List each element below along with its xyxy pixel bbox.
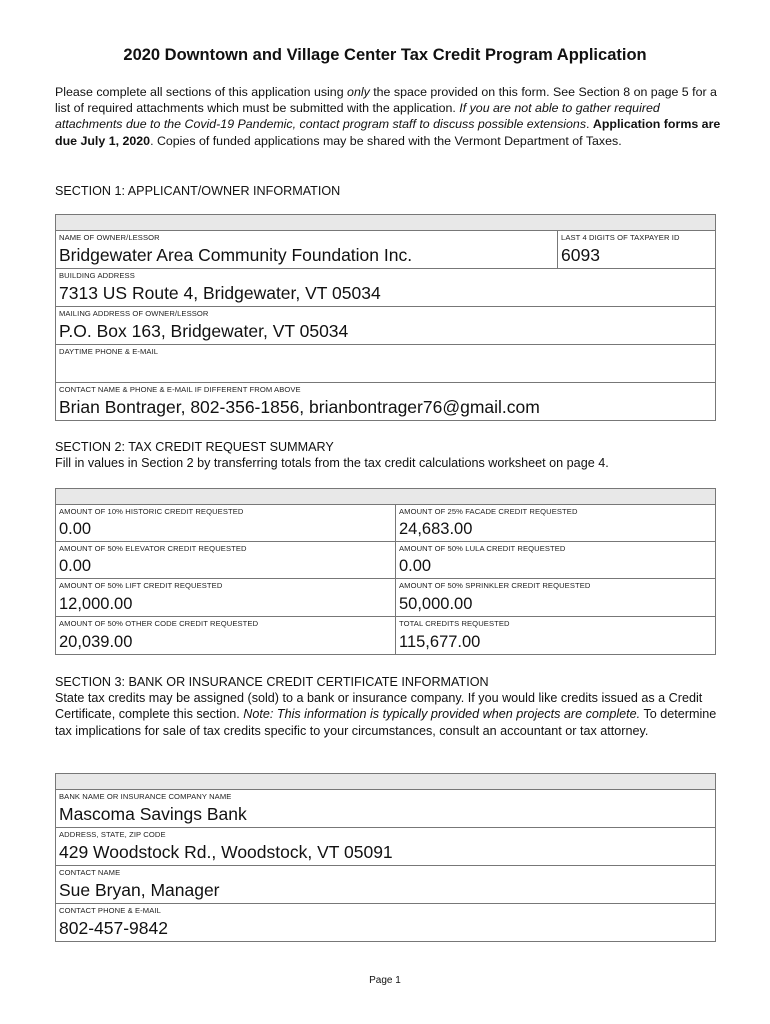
other-code-credit-field[interactable]: [55, 616, 396, 655]
sprinkler-credit-value: 50,000.00: [399, 595, 473, 613]
elevator-credit-label: AMOUNT OF 50% ELEVATOR CREDIT REQUESTED: [59, 544, 247, 553]
taxpayer-id-value: 6093: [561, 245, 600, 265]
elevator-credit-field[interactable]: [55, 541, 396, 579]
section2-header-bar: [55, 488, 716, 505]
sprinkler-credit-label: AMOUNT OF 50% SPRINKLER CREDIT REQUESTED: [399, 581, 591, 590]
owner-name-value: Bridgewater Area Community Foundation Inc.: [59, 245, 413, 265]
total-credits-field[interactable]: [395, 616, 716, 655]
lula-credit-value: 0.00: [399, 557, 432, 575]
taxpayer-id-field[interactable]: [557, 230, 716, 269]
section3-heading: SECTION 3: BANK OR INSURANCE CREDIT CERTIFICATE INFORMATION State tax credits may be assigned (sold) to a bank or insurance company. If you would like credits issued as a Credit Certificate, complete this section. Note: This information is typically provided when projects are complete. To determine tax implications for sale of tax credits specific to your circumstances, consult an accountant or tax attorney.: [55, 675, 717, 738]
section1-header-bar: [55, 214, 716, 231]
bank-address-label: ADDRESS, STATE, ZIP CODE: [59, 830, 166, 839]
section3-header-bar: [55, 773, 716, 790]
contact-value: Brian Bontrager, 802-356-1856, brianbontrager76@gmail.com: [59, 397, 540, 417]
section3-description: State tax credits may be assigned (sold) to a bank or insurance company. If you would like credits issued as a Credit Certificate, complete this section. Note: This information is typically provided when projects are complete. To determine tax implications for sale of tax credits specific to your circumstances, consult an accountant or tax attorney.: [55, 691, 717, 738]
facade-credit-label: AMOUNT OF 25% FACADE CREDIT REQUESTED: [399, 507, 578, 516]
lula-credit-field[interactable]: [395, 541, 716, 579]
historic-credit-value: 0.00: [59, 520, 92, 538]
lift-credit-value: 12,000.00: [59, 595, 133, 613]
daytime-phone-field[interactable]: [55, 344, 716, 383]
bank-contact-field[interactable]: [55, 865, 716, 904]
contact-field[interactable]: [55, 382, 716, 421]
sprinkler-credit-field[interactable]: [395, 578, 716, 617]
bank-name-field[interactable]: [55, 789, 716, 828]
mailing-address-label: MAILING ADDRESS OF OWNER/LESSOR: [59, 309, 209, 318]
historic-credit-label: AMOUNT OF 10% HISTORIC CREDIT REQUESTED: [59, 507, 244, 516]
other-code-credit-value: 20,039.00: [59, 633, 133, 651]
section2-heading: SECTION 2: TAX CREDIT REQUEST SUMMARY Fill in values in Section 2 by transferring totals from the tax credit calculations worksheet on page 4.: [55, 440, 609, 471]
bank-address-field[interactable]: [55, 827, 716, 866]
page-number: Page 1: [369, 975, 401, 986]
lift-credit-field[interactable]: [55, 578, 396, 617]
owner-name-label: NAME OF OWNER/LESSOR: [59, 233, 160, 242]
total-credits-value: 115,677.00: [399, 633, 481, 651]
bank-phone-field[interactable]: [55, 903, 716, 942]
mailing-address-value: P.O. Box 163, Bridgewater, VT 05034: [59, 321, 349, 341]
section2-subheading: Fill in values in Section 2 by transferring totals from the tax credit calculations worksheet on page 4.: [55, 456, 609, 471]
bank-name-value: Mascoma Savings Bank: [59, 804, 247, 824]
bank-address-value: 429 Woodstock Rd., Woodstock, VT 05091: [59, 842, 393, 862]
facade-credit-field[interactable]: [395, 504, 716, 542]
bank-contact-label: CONTACT NAME: [59, 868, 121, 877]
page-title: 2020 Downtown and Village Center Tax Credit Program Application: [123, 46, 647, 64]
lula-credit-label: AMOUNT OF 50% LULA CREDIT REQUESTED: [399, 544, 566, 553]
total-credits-label: TOTAL CREDITS REQUESTED: [399, 619, 510, 628]
building-address-label: BUILDING ADDRESS: [59, 271, 135, 280]
building-address-value: 7313 US Route 4, Bridgewater, VT 05034: [59, 283, 381, 303]
section1-heading: SECTION 1: APPLICANT/OWNER INFORMATION: [55, 184, 341, 198]
taxpayer-id-label: LAST 4 DIGITS OF TAXPAYER ID: [561, 233, 680, 242]
daytime-phone-label: DAYTIME PHONE & E-MAIL: [59, 347, 159, 356]
building-address-field[interactable]: [55, 268, 716, 307]
facade-credit-value: 24,683.00: [399, 520, 473, 538]
contact-label: CONTACT NAME & PHONE & E-MAIL IF DIFFERENT FROM ABOVE: [59, 385, 301, 394]
bank-contact-value: Sue Bryan, Manager: [59, 880, 220, 900]
lift-credit-label: AMOUNT OF 50% LIFT CREDIT REQUESTED: [59, 581, 223, 590]
owner-name-field[interactable]: [55, 230, 558, 269]
historic-credit-field[interactable]: [55, 504, 396, 542]
mailing-address-field[interactable]: [55, 306, 716, 345]
bank-phone-label: CONTACT PHONE & E-MAIL: [59, 906, 161, 915]
elevator-credit-value: 0.00: [59, 557, 92, 575]
bank-phone-value: 802-457-9842: [59, 918, 168, 938]
other-code-credit-label: AMOUNT OF 50% OTHER CODE CREDIT REQUESTED: [59, 619, 259, 628]
bank-name-label: BANK NAME OR INSURANCE COMPANY NAME: [59, 792, 232, 801]
intro-paragraph: Please complete all sections of this application using only the space provided on this form. See Section 8 on page 5 for a list of required attachments which must be submitted with the application. If you are not able to gather required attachments due to the Covid-19 Pandemic, contact program staff to discuss possible extensions. Application forms are due July 1, 2020. Copies of funded applications may be shared with the Vermont Department of Taxes.: [55, 85, 721, 148]
